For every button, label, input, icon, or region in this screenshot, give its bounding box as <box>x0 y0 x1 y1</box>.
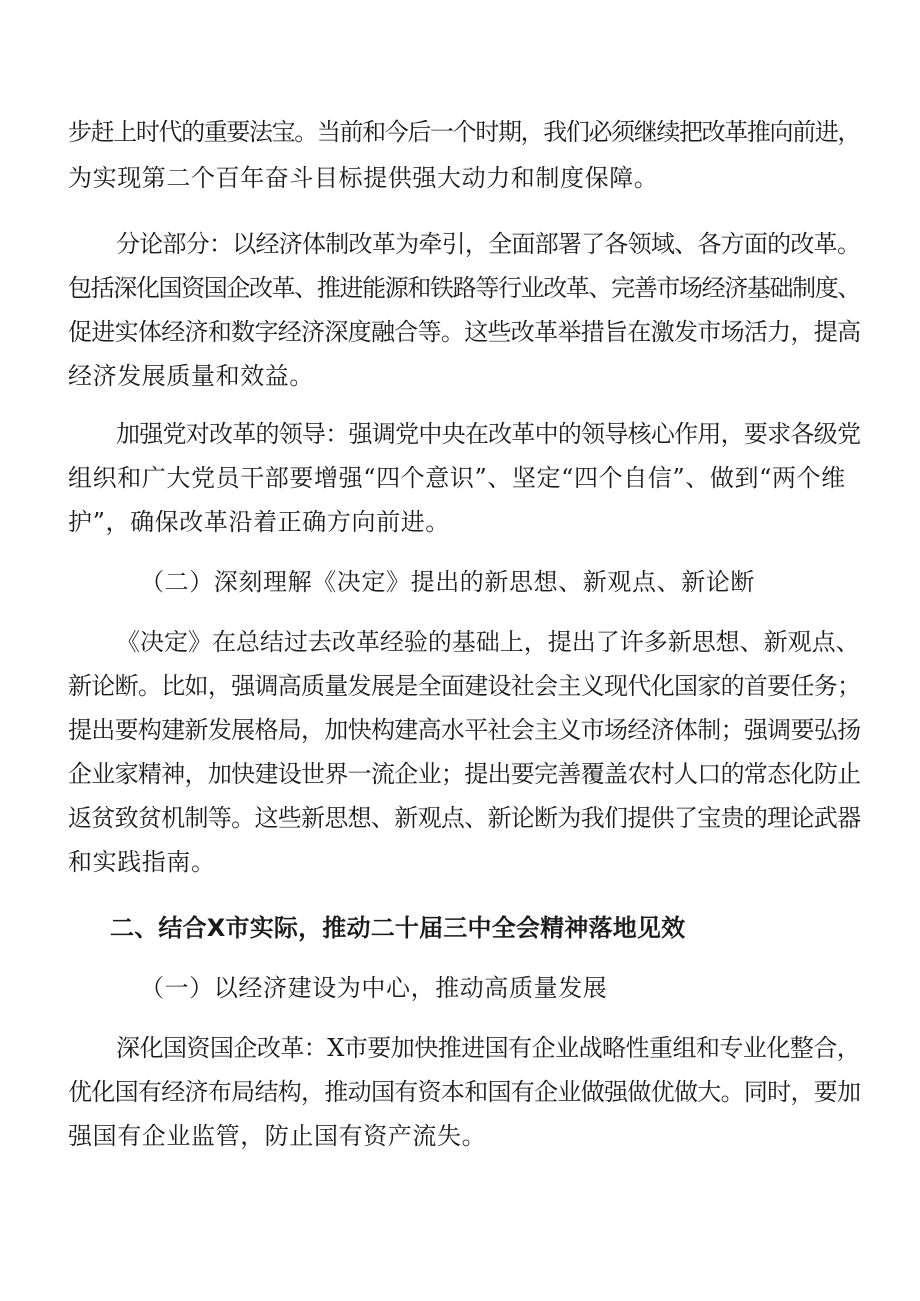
paragraph-line: 为实现第二个百年奋斗目标提供强大动力和制度保障。 <box>68 164 659 192</box>
section-heading: 二、结合X市实际，推动二十届三中全会精神落地见效 <box>110 914 686 942</box>
paragraph-line: 组织和广大党员干部要增强“四个意识”、坚定“四个自信”、做到“两个维 <box>68 464 846 492</box>
paragraph-line: 分论部分：以经济体制改革为牵引，全面部署了各领域、各方面的改革。 <box>116 230 861 258</box>
paragraph-line: 经济发展质量和效益。 <box>68 362 314 390</box>
paragraph-line: 深化国资国企改革：X市要加快推进国有企业战略性重组和专业化整合， <box>116 1034 861 1062</box>
paragraph-line: 促进实体经济和数字经济深度融合等。这些改革举措旨在激发市场活力，提高 <box>68 318 861 346</box>
paragraph-line: 加强党对改革的领导：强调党中央在改革中的领导核心作用，要求各级党 <box>116 420 861 448</box>
paragraph-line: 和实践指南。 <box>68 848 216 876</box>
paragraph-line: 新论断。比如，强调高质量发展是全面建设社会主义现代化国家的首要任务； <box>68 672 861 700</box>
paragraph-line: 优化国有经济布局结构，推动国有资本和国有企业做强做优做大。同时，要加 <box>68 1078 861 1106</box>
subsection-heading: （一）以经济建设为中心，推动高质量发展 <box>140 974 608 1002</box>
paragraph-line: 包括深化国资国企改革、推进能源和铁路等行业改革、完善市场经济基础制度、 <box>68 274 860 302</box>
paragraph-line: 护”，确保改革沿着正确方向前进。 <box>68 508 450 536</box>
paragraph-line: 返贫致贫机制等。这些新思想、新观点、新论断为我们提供了宝贵的理论武器 <box>68 804 861 832</box>
paragraph-line: 步赶上时代的重要法宝。当前和今后一个时期，我们必须继续把改革推向前进， <box>68 118 860 146</box>
paragraph-line: 《决定》在总结过去改革经验的基础上，提出了许多新思想、新观点、 <box>116 628 860 656</box>
paragraph-line: 企业家精神，加快建设世界一流企业；提出要完善覆盖农村人口的常态化防止 <box>68 760 861 788</box>
subsection-heading: （二）深刻理解《决定》提出的新思想、新观点、新论断 <box>140 568 755 596</box>
paragraph-line: 强国有企业监管，防止国有资产流失。 <box>68 1122 487 1150</box>
paragraph-line: 提出要构建新发展格局，加快构建高水平社会主义市场经济体制；强调要弘扬 <box>68 716 861 744</box>
